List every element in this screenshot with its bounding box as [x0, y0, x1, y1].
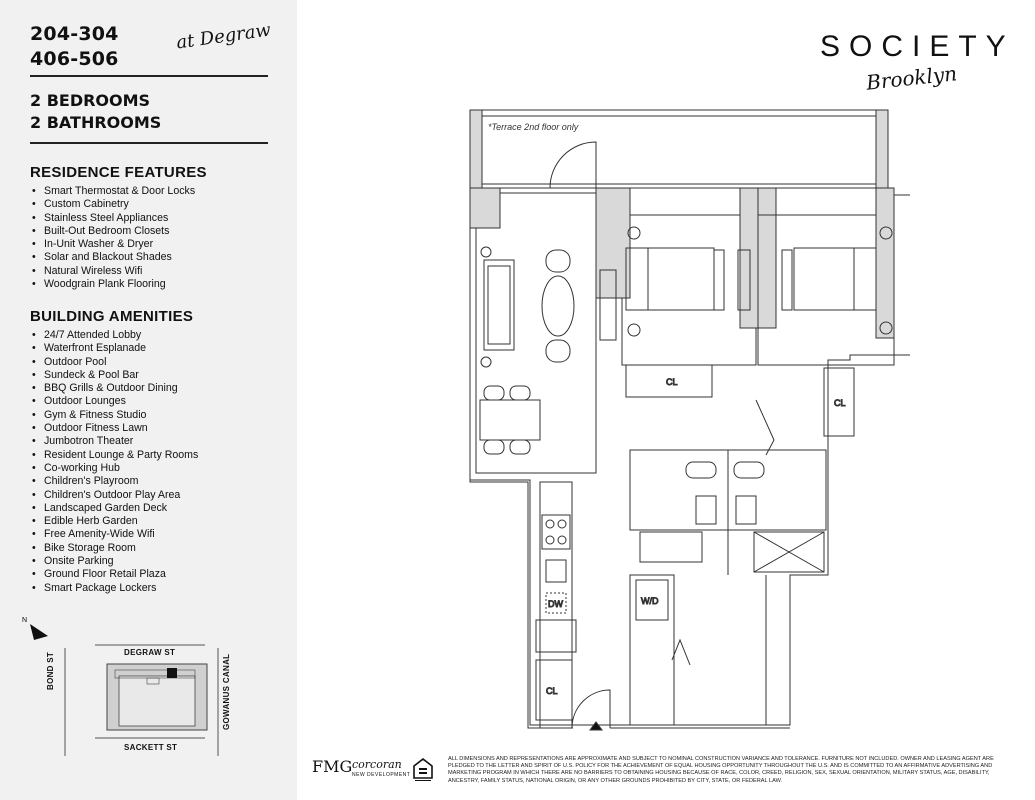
entry-marker-icon — [590, 722, 602, 730]
street-north-label: DEGRAW ST — [124, 648, 176, 657]
brand-subtitle: Brooklyn — [864, 61, 959, 95]
bed-2 — [794, 248, 876, 310]
location-script: at Degraw — [175, 19, 273, 54]
legal-disclaimer: ALL DIMENSIONS AND REPRESENTATIONS ARE APPROXIMATE AND SUBJECT TO NOMINAL CONSTRUCTION VARIANCE AND TOLERANCE. FURNITURE NOT INCLUDED. OWNER AND LEASING AGENT ARE PLEDGED TO THE LETTER AND SPIRIT OF U.S. POLICY FOR THE ACHIEVEMENT OF EQUAL HOUSING OPPORTUNITY THROUGHOUT THE U.S. AND IS COMMITTED TO AN AFFIRMATIVE ADVERTISING AND MARKETING PROGRAM IN WHICH THERE ARE NO BARRIERS TO OBTAINING HOUSING BECAUSE OF RACE, COLOR, CREED, RELIGION, SEX, SEXUAL ORIENTATION, MILITARY STATUS, AGE, DISABILITY, ANCESTRY, FAMILY STATUS, NATIONAL ORIGIN, OR ANY OTHER GROUNDS PROHIBITED BY CITY, STATE, OR FEDERAL LAW. — [448, 756, 994, 784]
amenity-item: • Smart Package Lockers — [30, 582, 198, 595]
amenity-item: • Co-working Hub — [30, 462, 198, 475]
unit-line-2: 406-506 — [30, 48, 119, 70]
amenity-item: • Edible Herb Garden — [30, 515, 198, 528]
closet-1-label: CL — [666, 377, 678, 387]
amenity-item: • Free Amenity-Wide Wifi — [30, 528, 198, 541]
street-south-label: SACKETT ST — [124, 743, 178, 752]
feature-item: • Solar and Blackout Shades — [30, 251, 195, 264]
amenity-item: • Jumbotron Theater — [30, 435, 198, 448]
floor-plan — [440, 100, 910, 740]
street-west-label: BOND ST — [46, 651, 55, 690]
outer-wall-west — [470, 188, 573, 728]
compass-label: N — [22, 617, 28, 624]
building-amenities-heading: BUILDING AMENITIES — [30, 308, 194, 325]
bedroom-2 — [758, 215, 894, 365]
feature-item: • Natural Wireless Wifi — [30, 265, 195, 278]
amenity-item: • Outdoor Pool — [30, 356, 198, 369]
closet-3-label: CL — [546, 686, 558, 696]
amenity-item: • 24/7 Attended Lobby — [30, 329, 198, 342]
bedroom-1 — [622, 215, 756, 365]
unit-numbers — [30, 22, 119, 72]
coffee-table — [542, 276, 574, 336]
sidebar — [0, 0, 297, 800]
terrace-note: *Terrace 2nd floor only — [488, 122, 579, 132]
fridge — [536, 620, 576, 652]
divider — [30, 142, 268, 144]
compass-north-icon — [20, 614, 50, 644]
bathrooms-label: 2 BATHROOMS — [30, 113, 162, 132]
bathtub — [640, 532, 702, 562]
terrace-door — [550, 142, 596, 188]
equal-housing-icon — [413, 758, 433, 784]
street-east-label: GOWANUS CANAL — [222, 653, 231, 730]
amenity-item: • Ground Floor Retail Plaza — [30, 568, 198, 581]
bedrooms-label: 2 BEDROOMS — [30, 91, 151, 110]
amenity-item: • Outdoor Lounges — [30, 395, 198, 408]
site-map — [55, 640, 245, 760]
fmg-logo: FMG — [312, 757, 353, 776]
amenity-item: • Children's Outdoor Play Area — [30, 489, 198, 502]
closet-2-label: CL — [834, 398, 846, 408]
feature-item: • Smart Thermostat & Door Locks — [30, 185, 195, 198]
corcoran-logo: corcoran — [352, 758, 402, 771]
amenity-item: • Landscaped Garden Deck — [30, 502, 198, 515]
dishwasher-label: DW — [548, 599, 563, 609]
bed-1 — [626, 248, 714, 310]
amenity-item: • Children's Playroom — [30, 475, 198, 488]
amenity-item: • BBQ Grills & Outdoor Dining — [30, 382, 198, 395]
entry-door — [572, 690, 610, 728]
feature-item: • Woodgrain Plank Flooring — [30, 278, 195, 291]
feature-item: • In-Unit Washer & Dryer — [30, 238, 195, 251]
residence-features-list — [30, 185, 195, 291]
unit-line-1: 204-304 — [30, 23, 119, 45]
amenity-item: • Outdoor Fitness Lawn — [30, 422, 198, 435]
corcoran-subtitle: NEW DEVELOPMENT — [352, 772, 411, 778]
feature-item: • Custom Cabinetry — [30, 198, 195, 211]
amenity-item: • Sundeck & Pool Bar — [30, 369, 198, 382]
divider — [30, 75, 268, 77]
vanity-2 — [736, 496, 756, 524]
amenity-item: • Waterfront Esplanade — [30, 342, 198, 355]
toilet-1 — [686, 462, 716, 478]
amenity-item: • Onsite Parking — [30, 555, 198, 568]
washer-dryer-label: W/D — [641, 596, 659, 606]
amenity-item: • Gym & Fitness Studio — [30, 409, 198, 422]
sink — [546, 560, 566, 582]
dining-table — [480, 400, 540, 440]
unit-layout — [30, 90, 161, 134]
toilet-2 — [734, 462, 764, 478]
amenity-item: • Bike Storage Room — [30, 542, 198, 555]
feature-item: • Built-Out Bedroom Closets — [30, 225, 195, 238]
residence-features-heading: RESIDENCE FEATURES — [30, 164, 207, 181]
building-amenities-list — [30, 329, 198, 595]
vanity-1 — [696, 496, 716, 524]
feature-item: • Stainless Steel Appliances — [30, 212, 195, 225]
brand-logo: SOCIETY — [820, 30, 1015, 63]
amenity-item: • Resident Lounge & Party Rooms — [30, 449, 198, 462]
cooktop — [542, 515, 570, 549]
